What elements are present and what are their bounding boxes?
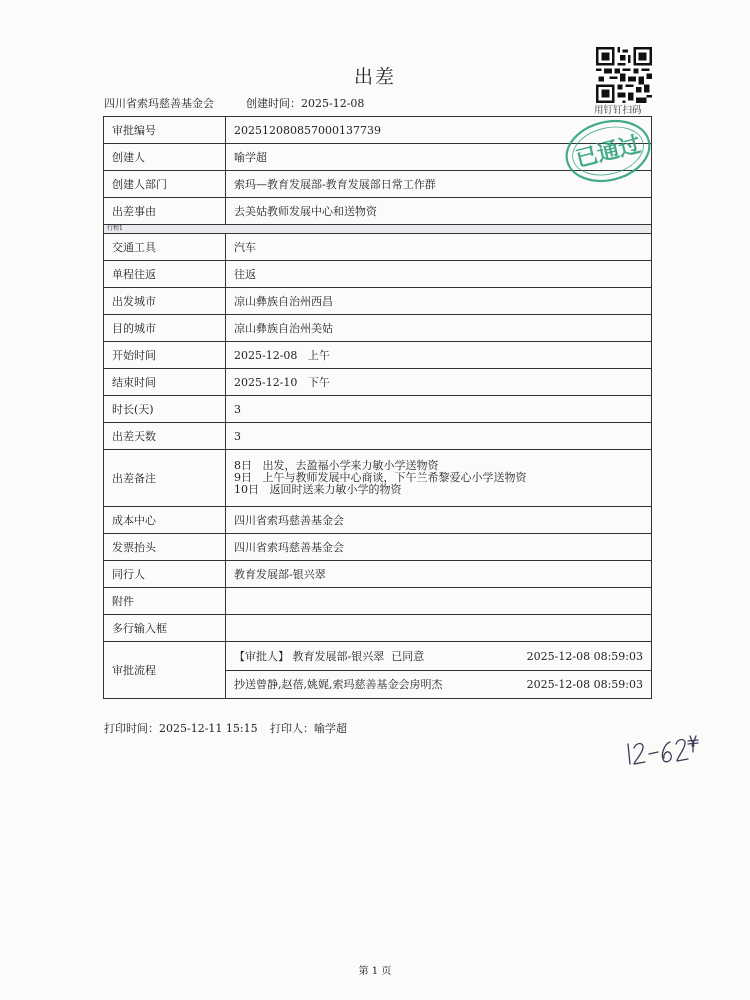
label-approval-flow: 审批流程	[104, 642, 226, 699]
value-attachment	[226, 588, 652, 615]
value-approval-flow	[226, 642, 652, 699]
created-time	[246, 95, 364, 111]
flow-step	[226, 670, 651, 698]
organization-name: 四川省索玛慈善基金会	[104, 97, 214, 110]
created-date: 2025-12-08	[301, 97, 365, 110]
section-trip-1	[104, 225, 652, 234]
label-reason: 出差事由	[104, 198, 226, 225]
value-multiline-input	[226, 615, 652, 642]
section-trip-label: 行程1	[104, 225, 652, 234]
row-companion	[104, 561, 652, 588]
value-cost-center: 四川省索玛慈善基金会	[226, 507, 652, 534]
label-trip-days: 出差天数	[104, 423, 226, 450]
label-invoice-title: 发票抬头	[104, 534, 226, 561]
row-start-time	[104, 342, 652, 369]
row-notes	[104, 450, 652, 507]
label-companion: 同行人	[104, 561, 226, 588]
row-transport	[104, 234, 652, 261]
document-title: 出差	[353, 66, 396, 88]
flow-step	[226, 643, 651, 670]
created-label: 创建时间：	[246, 97, 301, 110]
value-invoice-title: 四川省索玛慈善基金会	[226, 534, 652, 561]
value-transport: 汽车	[226, 234, 652, 261]
row-round-trip	[104, 261, 652, 288]
value-notes	[226, 450, 652, 507]
approval-form-table	[103, 116, 652, 699]
label-approval-no: 审批编号	[104, 117, 226, 144]
qr-caption: 用钉钉扫码	[594, 105, 642, 116]
handwritten-note-icon	[622, 730, 702, 770]
value-reason: 去美姑教师发展中心和送物资	[226, 198, 652, 225]
label-dest-city: 目的城市	[104, 315, 226, 342]
svg-text:已通过: 已通过	[573, 132, 644, 173]
notes-line: 10日 返回时送来力敏小学的物资	[234, 483, 402, 496]
label-depart-city: 出发城市	[104, 288, 226, 315]
row-duration	[104, 396, 652, 423]
value-creator: 喻学超	[226, 144, 652, 171]
approved-stamp-icon	[560, 116, 656, 186]
notes-line: 8日 出发，去盈福小学来力敏小学送物资	[234, 459, 439, 472]
row-depart-city	[104, 288, 652, 315]
row-reason	[104, 198, 652, 225]
printer-name: 打印人：喻学超	[270, 722, 347, 735]
row-approval-flow	[104, 642, 652, 699]
label-cost-center: 成本中心	[104, 507, 226, 534]
flow-step-time: 2025-12-08 08:59:03	[526, 677, 643, 691]
label-end-time: 结束时间	[104, 369, 226, 396]
value-dest-city: 凉山彝族自治州美姑	[226, 315, 652, 342]
label-attachment: 附件	[104, 588, 226, 615]
row-trip-days	[104, 423, 652, 450]
value-companion: 教育发展部-银兴翠	[226, 561, 652, 588]
notes-line: 9日 上午与教师发展中心商谈，下午兰希黎爱心小学送物资	[234, 471, 527, 484]
flow-step-text: 抄送曾静,赵蓓,姚娓,索玛慈善基金会房明杰	[234, 678, 443, 691]
value-trip-days: 3	[226, 423, 652, 450]
value-round-trip: 往返	[226, 261, 652, 288]
row-dest-city	[104, 315, 652, 342]
value-creator-dept: 索玛—教育发展部-教育发展部日常工作群	[226, 171, 652, 198]
label-duration: 时长(天)	[104, 396, 226, 423]
row-cost-center	[104, 507, 652, 534]
label-start-time: 开始时间	[104, 342, 226, 369]
label-round-trip: 单程往返	[104, 261, 226, 288]
qr-code-icon	[596, 47, 652, 103]
label-creator: 创建人	[104, 144, 226, 171]
page-number: 第 1 页	[358, 966, 392, 977]
row-multiline-input	[104, 615, 652, 642]
label-creator-dept: 创建人部门	[104, 171, 226, 198]
value-duration: 3	[226, 396, 652, 423]
label-multiline-input: 多行输入框	[104, 615, 226, 642]
label-transport: 交通工具	[104, 234, 226, 261]
value-approval-no: 202512080857000137739	[226, 117, 652, 144]
value-depart-city: 凉山彝族自治州西昌	[226, 288, 652, 315]
label-notes: 出差备注	[104, 450, 226, 507]
row-invoice-title	[104, 534, 652, 561]
value-start-time: 2025-12-08 上午	[226, 342, 652, 369]
print-time: 打印时间：2025-12-11 15:15	[104, 722, 258, 735]
value-end-time: 2025-12-10 下午	[226, 369, 652, 396]
row-attachment	[104, 588, 652, 615]
flow-step-time: 2025-12-08 08:59:03	[526, 649, 643, 663]
flow-step-text: 【审批人】 教育发展部-银兴翠 已同意	[234, 650, 425, 663]
row-end-time	[104, 369, 652, 396]
